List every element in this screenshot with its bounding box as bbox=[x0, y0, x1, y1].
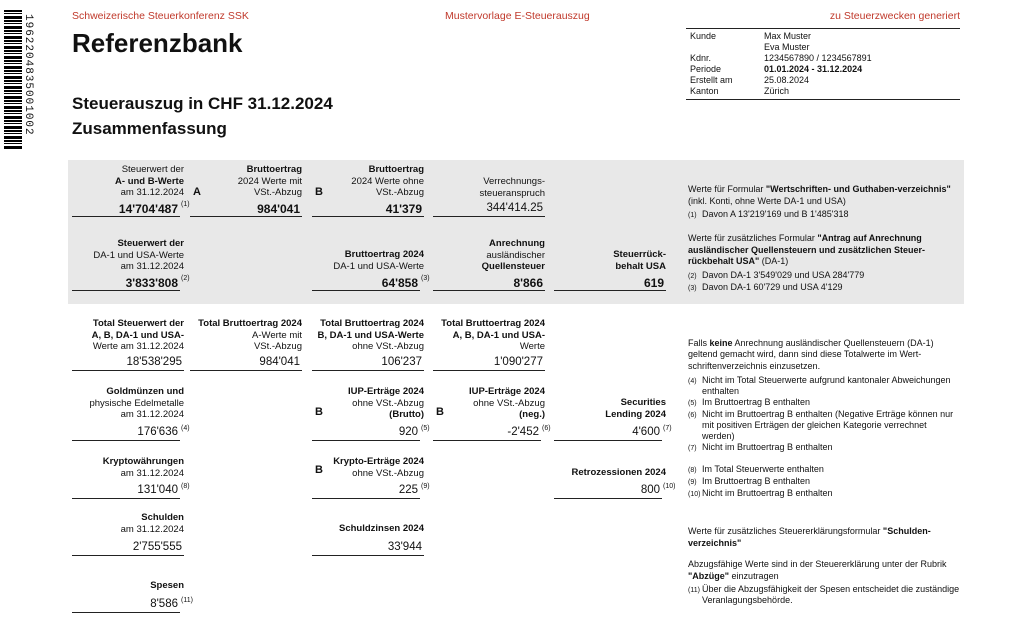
client-info-value: 1234567890 / 1234567891 bbox=[764, 53, 872, 63]
client-info-row bbox=[686, 42, 872, 53]
verrechnungssteuer-value: 344'414.25 bbox=[433, 200, 545, 217]
category-letter-b: B bbox=[436, 406, 444, 418]
total-bruttoertrag-all-header: Total Bruttoertrag 2024 A, B, DA-1 und USA- Werte bbox=[441, 318, 545, 352]
bruttoertrag-da1-header: Bruttoertrag 2024 DA-1 und USA-Werte bbox=[333, 249, 424, 272]
quellensteuer-value: 8'866 bbox=[433, 274, 545, 291]
edelmetalle-value: 176'636 bbox=[72, 424, 180, 441]
steuerrueckbehalt-header: Steuerrück- behalt USA bbox=[613, 249, 666, 272]
edelmetalle-header: Goldmünzen und physische Edelmetalle am 31.12.2024 bbox=[89, 386, 184, 420]
client-info-row bbox=[686, 75, 872, 86]
client-info-label: Kdnr. bbox=[690, 53, 712, 63]
client-info-row bbox=[686, 53, 872, 64]
bruttoertrag-a-value: 984'041 bbox=[190, 200, 302, 217]
client-info-value: Eva Muster bbox=[764, 42, 810, 52]
footnote-2: (2) Davon DA-1 3'549'029 und USA 284'779 bbox=[688, 269, 865, 280]
iup-negativ-value: -2'452 bbox=[433, 424, 541, 441]
client-info-table bbox=[686, 31, 872, 97]
footnote-9: (9) Im Bruttoertrag B enthalten bbox=[688, 476, 811, 486]
footnote-3: (3) Davon DA-1 60'729 und USA 4'129 bbox=[688, 281, 843, 292]
total-steuerwert-header: Total Steuerwert der A, B, DA-1 und USA- Werte am 31.12.2024 bbox=[91, 318, 184, 352]
bruttoertrag-b-header: Bruttoertrag 2024 Werte ohne VSt.-Abzug bbox=[351, 164, 424, 198]
issuer-label: Schweizerische Steuerkonferenz SSK bbox=[72, 10, 249, 22]
note-marker: (10) bbox=[663, 483, 676, 490]
steuerwert-da1-header: Steuerwert der DA-1 und USA-Werte am 31.12.2024 bbox=[93, 238, 184, 272]
total-bruttoertrag-b-header: Total Bruttoertrag 2024 B, DA-1 und USA-Werte ohne VSt.-Abzug bbox=[317, 318, 424, 352]
bank-name: Referenzbank bbox=[72, 28, 243, 58]
form-securities-text: Werte für Formular "Wertschriften- und Guthaben-verzeichnis" (inkl. Konti, ohne Werte DA-1 und USA) bbox=[688, 184, 951, 206]
schuldzinsen-header: Schuldzinsen 2024 bbox=[338, 523, 424, 534]
category-letter-a: A bbox=[193, 186, 201, 198]
template-label: Mustervorlage E-Steuerauszug bbox=[445, 10, 590, 22]
verrechnungssteuer-header: Verrechnungs- steueranspruch bbox=[479, 176, 545, 199]
krypto-header: Kryptowährungen am 31.12.2024 bbox=[102, 456, 184, 479]
form-da1-text: Werte für zusätzliches Formular "Antrag auf Anrechnung ausländischer Quellensteuern und zusätzlichen Steuer-rückbehalt USA" (DA-1) bbox=[688, 233, 926, 266]
client-info-value: 25.08.2024 bbox=[764, 75, 810, 85]
note-marker: (2) bbox=[181, 275, 190, 282]
category-letter-b: B bbox=[315, 186, 323, 198]
note-marker: (9) bbox=[421, 483, 430, 490]
totals-explanation: Falls keine Anrechnung ausländischer Quellensteuern (DA-1) geltend gemacht wird, dann sind diese Totalwerte im Wert-schriftenverzeichnis einzusetzen. bbox=[688, 337, 934, 371]
footnote-6: (6) Nicht im Bruttoertrag B enthalten (Negative Erträge können nur mit positiven Erträgen der gleichen Kategorie verrechnet werden) bbox=[688, 409, 954, 441]
client-info bbox=[686, 28, 960, 100]
spesen-header: Spesen bbox=[150, 580, 184, 591]
steuerwert-ab-value: 14'704'487 bbox=[72, 200, 180, 217]
barcode-number: 1962204835001002 bbox=[22, 14, 34, 136]
note-marker: (4) bbox=[181, 425, 190, 432]
schulden-header: Schulden am 31.12.2024 bbox=[120, 512, 184, 535]
client-info-row bbox=[686, 86, 872, 97]
category-letter-b: B bbox=[315, 464, 323, 476]
note-marker: (6) bbox=[542, 425, 551, 432]
bruttoertrag-a-header: Bruttoertrag 2024 Werte mit VSt.-Abzug bbox=[237, 164, 302, 198]
note-marker: (8) bbox=[181, 483, 190, 490]
footnote-1: (1) Davon A 13'219'169 und B 1'485'318 bbox=[688, 209, 849, 219]
retrozessionen-header: Retrozessionen 2024 bbox=[571, 467, 666, 478]
page-subtitle: Zusammenfassung bbox=[72, 119, 227, 138]
total-bruttoertrag-a-value: 984'041 bbox=[190, 354, 302, 371]
client-info-label: Kanton bbox=[690, 86, 719, 96]
iup-brutto-header: IUP-Erträge 2024 ohne VSt.-Abzug (Brutto) bbox=[347, 386, 424, 420]
krypto-ertraege-header: Krypto-Erträge 2024 ohne VSt.-Abzug bbox=[333, 456, 424, 479]
explanations-column bbox=[688, 184, 960, 606]
total-bruttoertrag-b-value: 106'237 bbox=[312, 354, 424, 371]
form-debt-text: Werte für zusätzliches Steuererklärungsformular "Schulden-verzeichnis" bbox=[688, 526, 931, 548]
client-info-label: Periode bbox=[690, 64, 722, 74]
securities-lending-value: 4'600 bbox=[554, 424, 662, 441]
generated-label: zu Steuerzwecken generiert bbox=[829, 10, 960, 22]
note-marker: (1) bbox=[181, 201, 190, 208]
footnote-11: (11) Über die Abzugsfähigkeit der Spesen entscheidet die zuständige Veranlagungsbehörde. bbox=[688, 584, 960, 605]
quellensteuer-header: Anrechnung ausländischer Quellensteuer bbox=[481, 238, 545, 272]
client-info-row bbox=[686, 64, 872, 75]
client-info-row bbox=[686, 31, 872, 42]
note-marker: (11) bbox=[181, 597, 193, 604]
footnote-4: (4) Nicht im Total Steuerwerte aufgrund kantonaler Abweichungen enthalten bbox=[688, 375, 951, 396]
total-bruttoertrag-all-value: 1'090'277 bbox=[433, 354, 545, 371]
steuerrueckbehalt-value: 619 bbox=[554, 274, 666, 291]
note-marker: (5) bbox=[421, 425, 430, 432]
steuerwert-ab-header: Steuerwert der A- und B-Werte am 31.12.2024 bbox=[115, 164, 184, 198]
krypto-ertraege-value: 225 bbox=[312, 482, 420, 499]
steuerwert-da1-value: 3'833'808 bbox=[72, 274, 180, 291]
footnote-10: (10) Nicht im Bruttoertrag B enthalten bbox=[688, 488, 833, 498]
iup-brutto-value: 920 bbox=[312, 424, 420, 441]
bruttoertrag-da1-value: 64'858 bbox=[312, 274, 420, 291]
schulden-value: 2'755'555 bbox=[72, 539, 184, 556]
spesen-value: 8'586 bbox=[72, 596, 180, 613]
note-marker: (7) bbox=[663, 425, 672, 432]
note-marker: (3) bbox=[421, 275, 430, 282]
deductions-text: Abzugsfähige Werte sind in der Steuererklärung unter der Rubrik "Abzüge" einzutragen bbox=[688, 559, 947, 581]
footnote-7: (7) Nicht im Bruttoertrag B enthalten bbox=[688, 442, 833, 452]
footnote-5: (5) Im Bruttoertrag B enthalten bbox=[688, 397, 811, 407]
page-title: Steuerauszug in CHF 31.12.2024 bbox=[72, 94, 333, 113]
footnote-8: (8) Im Total Steuerwerte enthalten bbox=[688, 464, 824, 474]
total-bruttoertrag-a-header: Total Bruttoertrag 2024 A-Werte mit VSt.-Abzug bbox=[198, 318, 302, 352]
total-steuerwert-value: 18'538'295 bbox=[72, 354, 184, 371]
client-info-label: Erstellt am bbox=[690, 75, 733, 85]
iup-negativ-header: IUP-Erträge 2024 ohne VSt.-Abzug (neg.) bbox=[468, 386, 545, 420]
krypto-value: 131'040 bbox=[72, 482, 180, 499]
category-letter-b: B bbox=[315, 406, 323, 418]
client-info-value: Zürich bbox=[764, 86, 790, 96]
client-info-label: Kunde bbox=[690, 31, 717, 41]
schuldzinsen-value: 33'944 bbox=[312, 539, 424, 556]
client-info-value: Max Muster bbox=[764, 31, 812, 41]
bruttoertrag-b-value: 41'379 bbox=[312, 200, 424, 217]
client-info-label bbox=[686, 42, 760, 53]
retrozessionen-value: 800 bbox=[554, 482, 662, 499]
securities-lending-header: Securities Lending 2024 bbox=[605, 397, 666, 420]
client-info-value: 01.01.2024 - 31.12.2024 bbox=[764, 64, 863, 74]
barcode bbox=[4, 10, 22, 150]
